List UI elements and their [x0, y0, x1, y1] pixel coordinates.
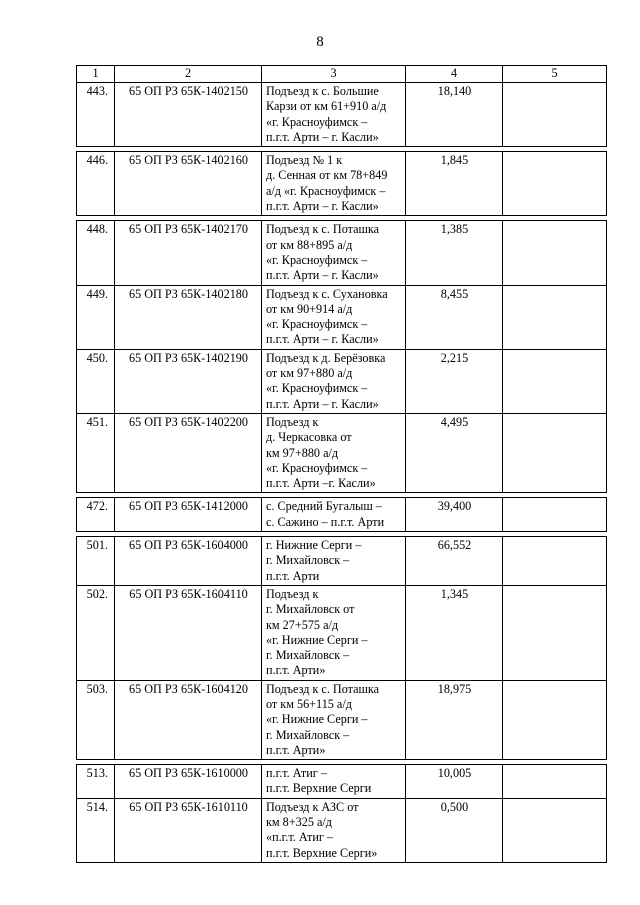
table-body: [77, 66, 607, 863]
road-name-line: Карзи от км 61+910 а/д: [266, 99, 387, 114]
road-name-line: п.г.т. Верхние Серги: [266, 781, 372, 796]
road-length: 1,385: [406, 221, 503, 285]
road-name: [262, 152, 406, 216]
road-name-line: г. Михайловск –: [266, 553, 350, 568]
road-name: [262, 413, 406, 492]
road-name-line: п.г.т. Арти –г. Касли»: [266, 476, 376, 491]
road-code: 65 ОП РЗ 65К-1610110: [115, 798, 262, 862]
road-length: 8,455: [406, 285, 503, 349]
table-row: [77, 585, 607, 680]
road-name-line: Подъезд к с. Поташка: [266, 681, 380, 696]
road-note: [503, 585, 607, 680]
page-number: 8: [316, 34, 324, 50]
road-name-line: «г. Нижние Серги –: [266, 712, 368, 727]
road-name-line: п.г.т. Арти – г. Касли»: [266, 199, 379, 214]
road-name: [262, 585, 406, 680]
road-name-line: «г. Красноуфимск –: [266, 460, 368, 475]
row-number: 502.: [77, 585, 115, 680]
road-note: [503, 83, 607, 147]
road-name-line: Подъезд к с. Сухановка: [266, 286, 388, 301]
road-note: [503, 498, 607, 532]
road-name-line: п.г.т. Арти – г. Касли»: [266, 268, 379, 283]
row-number: 451.: [77, 413, 115, 492]
road-note: [503, 413, 607, 492]
road-name-line: «г. Красноуфимск –: [266, 114, 368, 129]
road-length: 18,975: [406, 680, 503, 759]
roads-table: [76, 65, 607, 863]
header-col-2: 2: [115, 66, 262, 83]
road-name-line: Подъезд к: [266, 586, 319, 601]
road-name: [262, 221, 406, 285]
road-name-line: «г. Красноуфимск –: [266, 381, 368, 396]
header-col-3: 3: [262, 66, 406, 83]
road-note: [503, 765, 607, 799]
table-row: [77, 413, 607, 492]
row-number: 449.: [77, 285, 115, 349]
road-name-line: от км 88+895 а/д: [266, 237, 353, 252]
road-code: 65 ОП РЗ 65К-1604120: [115, 680, 262, 759]
road-code: 65 ОП РЗ 65К-1402190: [115, 349, 262, 413]
road-name-line: км 27+575 а/д: [266, 617, 339, 632]
table-row: [77, 680, 607, 759]
road-name: [262, 498, 406, 532]
header-row: [77, 66, 607, 83]
road-length: 10,005: [406, 765, 503, 799]
row-number: 446.: [77, 152, 115, 216]
road-name-line: от км 97+880 а/д: [266, 366, 353, 381]
road-name-line: п.г.т. Арти: [266, 568, 320, 583]
road-name-line: от км 56+115 а/д: [266, 696, 352, 711]
road-name-line: г. Михайловск –: [266, 727, 350, 742]
road-name-line: п.г.т. Верхние Серги»: [266, 845, 378, 860]
road-name-line: п.г.т. Арти – г. Касли»: [266, 332, 379, 347]
road-name-line: п.г.т. Арти – г. Касли»: [266, 129, 379, 144]
road-name-line: Подъезд к д. Берёзовка: [266, 350, 386, 365]
table-row: [77, 765, 607, 799]
table-row: [77, 349, 607, 413]
road-length: 18,140: [406, 83, 503, 147]
road-name-line: Подъезд к с. Большие: [266, 84, 379, 98]
road-name-line: г. Михайловск –: [266, 648, 350, 663]
road-note: [503, 537, 607, 586]
road-name-line: «г. Красноуфимск –: [266, 252, 368, 267]
road-name-line: п.г.т. Арти – г. Касли»: [266, 396, 379, 411]
road-name-line: км 8+325 а/д: [266, 815, 332, 830]
road-code: 65 ОП РЗ 65К-1402150: [115, 83, 262, 147]
table-row: [77, 498, 607, 532]
road-name-line: д. Черкасовка от: [266, 430, 352, 445]
road-code: 65 ОП РЗ 65К-1402200: [115, 413, 262, 492]
table-row: [77, 221, 607, 285]
road-name-line: с. Средний Бугалыш –: [266, 499, 382, 514]
row-number: 443.: [77, 83, 115, 147]
road-name: [262, 537, 406, 586]
road-name-line: а/д «г. Красноуфимск –: [266, 183, 386, 198]
row-number: 514.: [77, 798, 115, 862]
road-name-line: Подъезд к: [266, 414, 319, 429]
row-number: 501.: [77, 537, 115, 586]
road-name: [262, 349, 406, 413]
table-row: [77, 798, 607, 862]
road-note: [503, 680, 607, 759]
road-name-line: «п.г.т. Атиг –: [266, 830, 334, 845]
road-name-line: Подъезд к АЗС от: [266, 799, 359, 814]
road-name-line: от км 90+914 а/д: [266, 301, 353, 316]
row-number: 513.: [77, 765, 115, 799]
table-row: [77, 285, 607, 349]
row-number: 448.: [77, 221, 115, 285]
row-number: 450.: [77, 349, 115, 413]
road-length: 66,552: [406, 537, 503, 586]
road-name: [262, 680, 406, 759]
road-name-line: Подъезд к с. Поташка: [266, 222, 380, 237]
road-code: 65 ОП РЗ 65К-1610000: [115, 765, 262, 799]
road-note: [503, 285, 607, 349]
road-length: 1,345: [406, 585, 503, 680]
road-name-line: п.г.т. Атиг –: [266, 766, 327, 781]
row-number: 472.: [77, 498, 115, 532]
row-number: 503.: [77, 680, 115, 759]
header-col-4: 4: [406, 66, 503, 83]
road-name-line: п.г.т. Арти»: [266, 663, 326, 678]
road-code: 65 ОП РЗ 65К-1412000: [115, 498, 262, 532]
road-length: 0,500: [406, 798, 503, 862]
header-col-1: 1: [77, 66, 115, 83]
header-col-5: 5: [503, 66, 607, 83]
road-name: [262, 285, 406, 349]
road-length: 2,215: [406, 349, 503, 413]
road-code: 65 ОП РЗ 65К-1604000: [115, 537, 262, 586]
road-note: [503, 349, 607, 413]
road-name: [262, 765, 406, 799]
road-name-line: г. Нижние Серги –: [266, 538, 362, 553]
road-code: 65 ОП РЗ 65К-1402170: [115, 221, 262, 285]
road-code: 65 ОП РЗ 65К-1604110: [115, 585, 262, 680]
road-name-line: с. Сажино – п.г.т. Арти: [266, 514, 385, 529]
road-code: 65 ОП РЗ 65К-1402160: [115, 152, 262, 216]
table-row: [77, 83, 607, 147]
road-length: 4,495: [406, 413, 503, 492]
road-name-line: г. Михайловск от: [266, 602, 355, 617]
road-length: 39,400: [406, 498, 503, 532]
road-code: 65 ОП РЗ 65К-1402180: [115, 285, 262, 349]
road-note: [503, 221, 607, 285]
road-length: 1,845: [406, 152, 503, 216]
road-name-line: д. Сенная от км 78+849: [266, 168, 388, 183]
road-name: [262, 83, 406, 147]
table-row: [77, 152, 607, 216]
road-name-line: п.г.т. Арти»: [266, 742, 326, 757]
road-name: [262, 798, 406, 862]
road-note: [503, 152, 607, 216]
road-name-line: «г. Красноуфимск –: [266, 317, 368, 332]
table-row: [77, 537, 607, 586]
road-note: [503, 798, 607, 862]
road-name-line: Подъезд № 1 к: [266, 153, 343, 168]
road-name-line: «г. Нижние Серги –: [266, 632, 368, 647]
road-name-line: км 97+880 а/д: [266, 445, 339, 460]
